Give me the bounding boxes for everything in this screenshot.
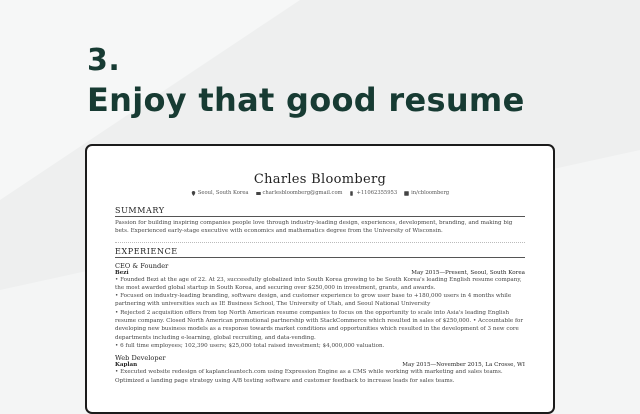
job-role: CEO & Founder	[115, 261, 169, 270]
job-entry	[115, 262, 525, 351]
contact-phone-text: +11062355953	[356, 190, 398, 196]
contact-phone	[349, 190, 397, 196]
experience-heading: EXPERIENCE	[115, 247, 525, 258]
job-dates: May 2015—Present, Seoul, South Korea	[411, 269, 525, 276]
contact-email	[256, 190, 343, 196]
section-divider	[115, 242, 525, 243]
location-pin-icon	[191, 191, 196, 196]
job-entry	[115, 354, 525, 385]
hero-heading	[87, 42, 525, 120]
summary-text: Passion for building inspiring companies people love through industry-leading design, experiences, development, branding, and making big bets. Experienced early-stage executive with economics and mathematics degree from the University of Wisconsin.	[115, 220, 513, 235]
summary-heading: SUMMARY	[115, 206, 525, 217]
job-bullet: • Founded Bezi at the age of 22. At 23, successfully globalized into South Korea growing to be South Korea's leading English resume company, the most awarded global startup in South Korea, and securing over $250,000 in investment, grants, and awards.	[115, 276, 522, 291]
contact-linkedin-text: in/cbloomberg	[411, 190, 450, 196]
job-company: Kaplan	[115, 362, 138, 369]
job-bullet: • Focused on industry-leading branding, software design, and customer experience to grow user base to +180,000 users in 4 months while partnering with universities such as IE Business School, The University of Utah, and Seoul National University	[115, 293, 512, 308]
linkedin-icon	[404, 191, 409, 196]
job-dates: May 2015—November 2015, La Crosse, WI	[402, 362, 525, 369]
resume-preview	[85, 144, 555, 414]
contact-location	[191, 190, 249, 196]
job-role: Web Developer	[115, 354, 166, 363]
contact-location-text: Seoul, South Korea	[197, 190, 249, 196]
contact-line	[87, 190, 553, 196]
summary-section	[115, 206, 525, 243]
job-company: Bezi	[115, 269, 129, 276]
step-number: 3.	[87, 43, 121, 78]
job-bullet: • 6 full time employees; 102,390 users; $25,000 total raised investment; $4,000,000 valuation.	[115, 342, 385, 349]
job-bullet: Optimized a landing page strategy using A/B testing software and customer feedback to increase leads for sales teams.	[115, 377, 455, 384]
contact-email-text: charlesbloomberg@gmail.com	[262, 190, 343, 196]
phone-icon	[349, 191, 354, 196]
hero-title: Enjoy that good resume	[87, 81, 525, 119]
job-bullet: • Executed website redesign of kaplancleantech.com using Expression Engine as a CMS while working with marketing and sales teams.	[115, 369, 503, 376]
email-icon	[256, 191, 261, 196]
job-bullet: • Rejected 2 acquisition offers from top North American resume companies to focus on the opportunity to scale into Asia's leading English resume company. Closed North American promotional partnership with StackCommerce which resulted in sales of $250,000. • Accountable for developing new business models as a response towards market conditions and opportunities which resulted in the development of 3 new core departments including e-learning, global recruiting, and data-vending.	[115, 309, 524, 341]
experience-section	[115, 247, 525, 385]
resume-name: Charles Bloomberg	[253, 172, 387, 187]
contact-linkedin	[404, 190, 449, 196]
